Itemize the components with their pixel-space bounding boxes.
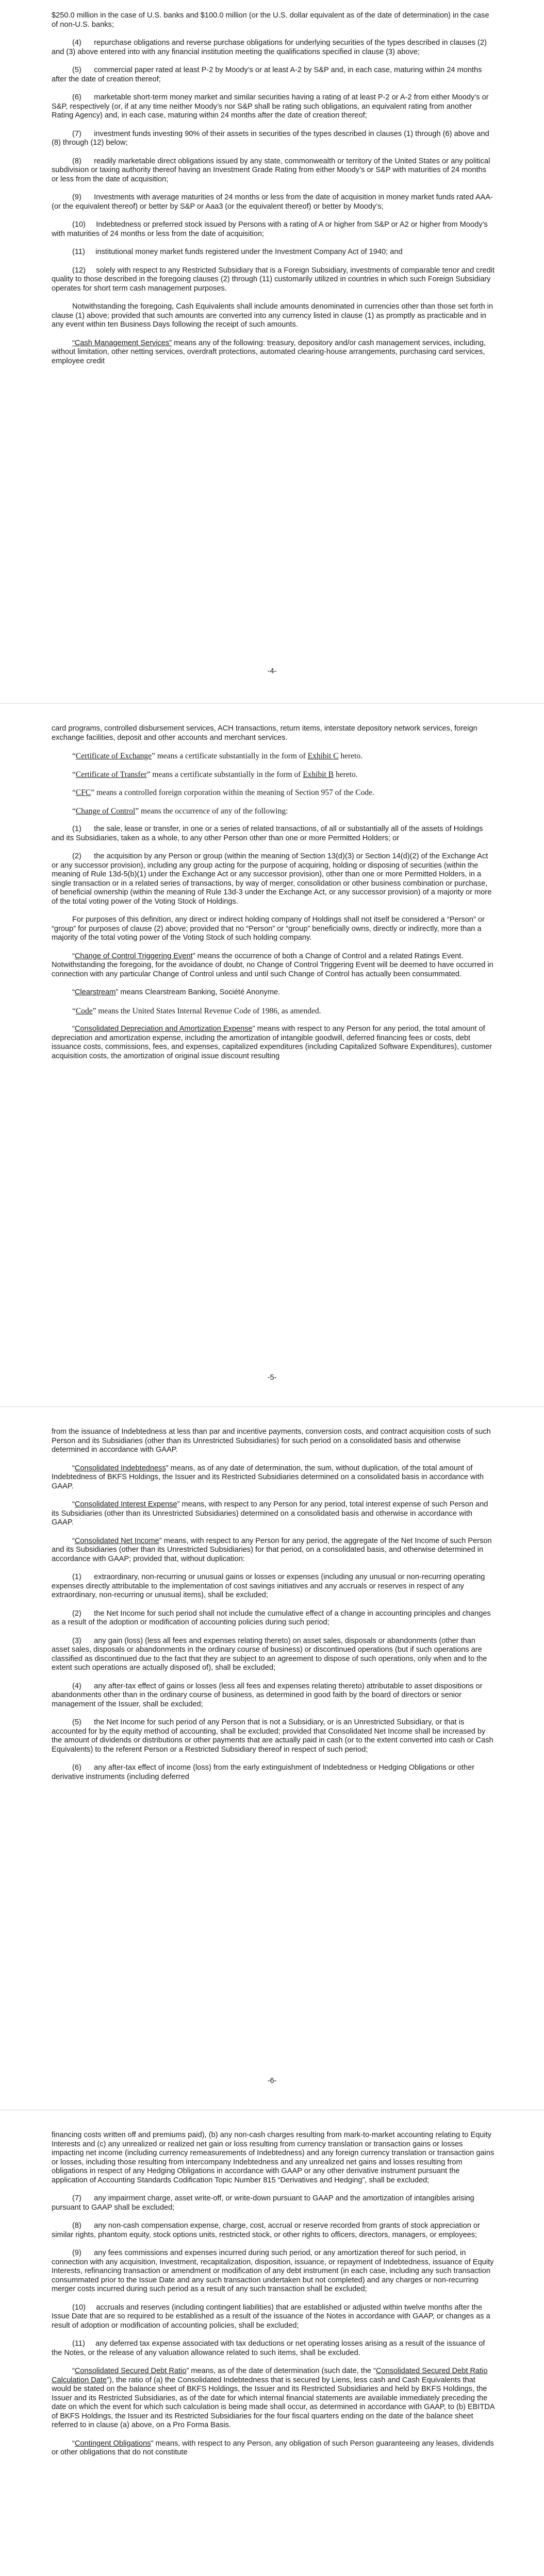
definition-paragraph — [52, 952, 495, 979]
quote-mark: “ — [72, 1500, 75, 1509]
definition-text: ” means, with respect to any Person for any period, the aggregate of the Net Income of such Person and its Subsidiaries (other than its Unrestricted Subsidiaries) for that period, on a consolidated basis, and otherwise determined in accordance with GAAP; provided that, without duplication: — [52, 1536, 492, 1563]
page-5 — [0, 704, 544, 1406]
defined-term: Certificate of Transfer — [75, 770, 147, 779]
definition-paragraph — [52, 752, 495, 761]
clause-5: (5) the Net Income for such period of any Person that is not a Subsidiary, or is an Unrestricted Subsidiary, or that is accounted for by the equity method of accounting, shall be excluded; provided that Consolidated Net Income shall be increased by the amount of dividends or distributions or other payments that are actually paid in cash (or to the extent converted into cash or Cash Equivalents) to the referent Person or a Restricted Subsidiary thereof in respect of such period; — [52, 1718, 493, 1754]
quote-mark: “ — [72, 752, 76, 760]
definition-text: ” means the United States Internal Revenue Code of 1986, as amended. — [92, 1006, 321, 1015]
quote-mark: “ — [72, 770, 76, 779]
clause-8: (8) any non-cash compensation expense, charge, cost, accrual or reserve recorded from grants of stock appreciation or similar rights, phantom equity, stock options units, restricted stock, or other rights to officers, directors, managers, or employees; — [52, 2222, 480, 2239]
defined-term: Change of Control Triggering Event — [74, 952, 193, 960]
definition-paragraph — [52, 807, 495, 816]
defined-term: Contingent Obligations — [74, 2439, 151, 2448]
exhibit-reference: Exhibit C — [307, 752, 339, 760]
quote-mark: “ — [72, 1025, 75, 1033]
clause-11: (11) any deferred tax expense associated with tax deductions or net operating losses arising as a result of the issuance of the Notes, or the release of any valuation allowance related to such items, shall be excluded. — [52, 2340, 485, 2357]
definition-text: ” means a certificate substantially in the form of — [152, 752, 308, 760]
defined-term: Consolidated Indebtedness — [74, 1464, 166, 1472]
clause-8: (8) readily marketable direct obligations issued by any state, commonwealth or territory of the United States or any political subdivision or taxing authority thereof having an Investment Grade Rating from either Moody’s or S&P with maturities of 24 months or less from the date of acquisition; — [52, 157, 490, 183]
quote-mark: “ — [72, 1536, 75, 1545]
clause-10: (10) Indebtedness or preferred stock issued by Persons with a rating of A or higher from S&P or A2 or higher from Moody’s with maturities of 24 months or less from the date of acquisition; — [52, 221, 488, 238]
clause-6: (6) any after-tax effect of income (loss) from the early extinguishment of Indebtedness or Hedging Obligations or other derivative instruments (including deferred — [52, 1764, 475, 1781]
clause-10: (10) accruals and reserves (including contingent liabilities) that are established or adjusted within twelve months after the Issue Date that are so required to be established as a result of the issuance of the Notes in accordance with GAAP, or changes as a result of adoption or modification of accounting policies, shall be excluded; — [52, 2303, 490, 2330]
clause-9: (9) Investments with average maturities of 24 months or less from the date of acquisition in money market funds rated AAA- (or the equivalent thereof) or better by S&P or Aaa3 (or the equivalent thereof) or better by Moody’s; — [52, 193, 493, 211]
clause-1: (1) extraordinary, non-recurring or unusual gains or losses or expenses (including any unusual or non-recurring operating expenses directly attributable to the implementation of cost savings initiatives and any accruals or reserves in respect of any extraordinary, non-recurring or unusual items), shall be excluded; — [52, 1573, 485, 1599]
defined-term: Change of Control — [75, 806, 136, 816]
clause-1: (1) the sale, lease or transfer, in one or a series of related transactions, of all or substantially all of the assets of Holdings and its Subsidiaries, taken as a whole, to any other Person other than one or more Permitted Holders; or — [52, 825, 483, 842]
defined-term: Code — [75, 1006, 93, 1015]
paragraph: financing costs written off and premiums paid), (b) any non-cash charges resulting from mark-to-market accounting relating to Equity Interests and (c) any unrealized or realized net gain or loss resulting from currency translation or transaction gains or losses impacting net income (including currency remeasurements of Indebtedness) and any foreign currency translation or transaction gains or losses, including those resulting from intercompany Indebtedness and any unrealized net gains and losses resulting from obligations in respect of any Hedging Obligations in accordance with GAAP or any other derivative instrument pursuant the application of Accounting Standards Codification Topic Number 815 “Derivatives and Hedging”, shall be excluded; — [52, 2131, 494, 2184]
defined-term: Certificate of Exchange — [75, 752, 152, 760]
defined-term: Consolidated Depreciation and Amortization Expense — [74, 1025, 253, 1033]
quote-mark: “ — [72, 2439, 75, 2448]
definition-paragraph — [52, 1464, 495, 1492]
clause-6: (6) marketable short-term money market and similar securities having a rating of at least P-2 or A-2 from either Moody’s or S&P, respectively (or, if at any time neither Moody’s nor S&P shall be rating such obligations, an equivalent rating from another Rating Agency) and, in each case, maturing within 24 months after the date of creation thereof; — [52, 93, 489, 120]
page-4 — [0, 0, 544, 703]
defined-term: Consolidated Secured Debt Ratio Calculation Date — [52, 2367, 488, 2384]
quote-mark: “ — [72, 806, 76, 816]
clause-3: (3) any gain (loss) (less all fees and expenses relating thereto) on asset sales, disposals or abandonments (other than asset sales, disposals or abandonments in the ordinary course of business) or discontinued operations (but if such operations are classified as discontinued due to the fact that they are subject to an agreement to dispose of such operations, only when and to the extent such operations are actually disposed of), shall be excluded; — [52, 1636, 487, 1672]
definition-paragraph — [52, 770, 495, 779]
definition-text: ”), the ratio of (a) the Consolidated Indebtedness that is secured by Liens, less cash and Cash Equivalents that would be stated on the balance sheet of BKFS Holdings, the Issuer and its Restricted Subsidiaries and held by BKFS Holdings, the Issuer and its Restricted Subsidiaries, as of the date for which internal financial statements are available immediately preceding the date on which the event for which such calculation is being made shall occur, as determined in accordance with GAAP, to (b) EBITDA of BKFS Holdings, the Issuer and its Restricted Subsidiaries for the four fiscal quarters ending on the date of the balance sheet referred to in clause (a) above, on a Pro Forma Basis. — [52, 2376, 494, 2429]
definition-text: ” means a controlled foreign corporation within the meaning of Section 957 of the Code. — [91, 788, 374, 797]
clause-7: (7) investment funds investing 90% of their assets in securities of the types described in clauses (1) through (6) above and (8) through (12) below; — [52, 129, 489, 147]
paragraph: $250.0 million in the case of U.S. banks and $100.0 million (or the U.S. dollar equivalent as of the date of determination) in the case of non-U.S. banks; — [52, 11, 489, 29]
definition-paragraph — [52, 1537, 495, 1564]
clause-12: (12) solely with respect to any Restricted Subsidiary that is a Foreign Subsidiary, investments of comparable tenor and credit quality to those described in the foregoing clauses (2) through (11) customarily utilized in countries in which such Foreign Subsidiary operates for short term cash management purposes. — [52, 266, 494, 293]
clause-11: (11) institutional money market funds registered under the Investment Company Act of 1940; and — [72, 248, 403, 256]
paragraph: For purposes of this definition, any direct or indirect holding company of Holdings shall not itself be considered a “Person” or “group” for purposes of clause (2) above; provided that no “Person” or “group” beneficially owns, directly or indirectly, more than a majority of the total voting power of the Voting Stock of such holding company. — [52, 916, 485, 942]
quote-mark: “ — [72, 988, 75, 996]
definition-text: ” means the occurrence of both a Change of Control and a related Ratings Event. Notwithstanding the foregoing, for the avoidance of doubt, no Change of Control Triggering Event will be deemed to have occurred in connection with any particular Change of Control unless and until such Change of Control has actually been consummated. — [52, 952, 493, 978]
clause-7: (7) any impairment charge, asset write-off, or write-down pursuant to GAAP and the amortization of intangibles arising pursuant to GAAP shall be excluded; — [52, 2194, 474, 2212]
page-6 — [0, 1407, 544, 2110]
defined-term: CFC — [75, 788, 91, 797]
quote-mark: “ — [72, 1006, 76, 1015]
clause-4: (4) repurchase obligations and reverse purchase obligations for underlying securities of the types described in clauses (2) and (3) above entered into with any financial institution meeting the qualifications specified in clause (3) above; — [52, 39, 487, 56]
definition-text: hereto. — [334, 770, 358, 779]
defined-term: “Cash Management Services” — [72, 338, 172, 347]
page-body — [52, 1428, 495, 1782]
quote-mark: “ — [72, 1464, 75, 1472]
definition-text: ” means Clearstream Banking, Société Anonyme. — [116, 988, 281, 996]
defined-term: Consolidated Interest Expense — [74, 1500, 177, 1509]
definition-text: ” means, with respect to any Person, any obligation of such Person guaranteeing any leases, dividends or other obligations that do not constitute — [52, 2439, 494, 2456]
page-number: -4- — [267, 667, 277, 675]
definition-paragraph — [52, 2367, 495, 2430]
definition-paragraph — [52, 788, 495, 798]
definition-text: ” means with respect to any Person for any period, the total amount of depreciation and amortization expense, including the amortization of intangible goodwill, deferred financing fees or costs, debt issuance costs, commissions, fees, and expenses, capitalized expenditures (including Capitalized Software Expenditures), customer acquisition costs, the amortization of original issue discount resulting — [52, 1025, 492, 1060]
definition-paragraph — [52, 1007, 495, 1016]
page-body — [52, 724, 495, 1061]
definition-text: hereto. — [338, 752, 362, 760]
definition-paragraph — [52, 339, 495, 366]
defined-term: Consolidated Net Income — [74, 1536, 159, 1545]
page-7 — [0, 2110, 544, 2576]
definition-text: ” means, with respect to any Person for any period, total interest expense of such Person and its Subsidiaries (other than its Unrestricted Subsidiaries) determined on a consolidated basis and otherwise in accordance with GAAP. — [52, 1500, 488, 1527]
page-body — [52, 11, 495, 366]
definition-text: ” means, as of any date of determination, the sum, without duplication, of the total amount of Indebtedness of BKFS Holdings, the Issuer and its Restricted Subsidiaries determined on a consolidated basis in accordance with GAAP. — [52, 1464, 484, 1490]
clause-9: (9) any fees commissions and expenses incurred during such period, or any amortization thereof for such period, in connection with any acquisition, Investment, recapitalization, disposition, issuance, or repayment of Indebtedness, issuance of Equity Interests, refinancing transaction or amendment or modification of any debt instrument (in each case, including any such transaction consummated prior to the Issue Date and any such transaction undertaken but not completed) and any charges or non-recurring merger costs incurred during such period as a result of any such transaction shall be excluded; — [52, 2249, 494, 2293]
paragraph: Notwithstanding the foregoing, Cash Equivalents shall include amounts denominated in currencies other than those set forth in clause (1) above; provided that such amounts are converted into any currency listed in clause (1) as promptly as practicable and in any event within ten Business Days following the receipt of such amounts. — [52, 302, 493, 329]
defined-term: Clearstream — [74, 988, 116, 996]
definition-text: ” means, as of the date of determination (such date, the “ — [186, 2367, 376, 2375]
definition-paragraph — [52, 1500, 495, 1528]
page-body — [52, 2131, 495, 2458]
page-number: -5- — [267, 1374, 277, 1382]
definition-paragraph — [52, 2439, 495, 2458]
defined-term: Consolidated Secured Debt Ratio — [74, 2367, 187, 2375]
quote-mark: “ — [72, 952, 75, 960]
paragraph: from the issuance of Indebtedness at less than par and incentive payments, conversion costs, and contract acquisition costs of such Person and its Subsidiaries (other than its Unrestricted Subsidiaries) for such period on a consolidated basis and otherwise determined in accordance with GAAP. — [52, 1428, 491, 1454]
definition-text: means any of the following: treasury, depository and/or cash management services, including, without limitation, other netting services, overdraft protections, automated clearing-house arrangements, purchasing card services, employee credit — [52, 338, 486, 365]
quote-mark: “ — [72, 788, 76, 797]
definition-paragraph — [52, 1025, 495, 1061]
clause-2: (2) the Net Income for such period shall not include the cumulative effect of a change in accounting principles and changes as a result of the adoption or modification of accounting policies during such period; — [52, 1609, 491, 1626]
clause-5: (5) commercial paper rated at least P-2 by Moody’s or at least A-2 by S&P and, in each case, maturing within 24 months after the date of creation thereof; — [52, 66, 482, 83]
paragraph: card programs, controlled disbursement services, ACH transactions, return items, interstate depository network services, foreign exchange facilities, deposit and other accounts and merchant services. — [52, 724, 477, 742]
exhibit-reference: Exhibit B — [303, 770, 334, 779]
definition-text: ” means the occurrence of any of the following: — [135, 806, 288, 816]
quote-mark: “ — [72, 2367, 75, 2375]
clause-4: (4) any after-tax effect of gains or losses (less all fees and expenses relating thereto) attributable to asset dispositions or abandonments other than in the ordinary course of business, as determined in good faith by the board of directors or senior management of the Issuer, shall be excluded; — [52, 1682, 483, 1708]
page-number: -6- — [267, 2077, 277, 2085]
clause-2: (2) the acquisition by any Person or group (within the meaning of Section 13(d)(3) or Section 14(d)(2) of the Exchange Act or any successor provision), including any group acting for the purpose of acquiring, holding or disposing of securities (within the meaning of Rule 13d-5(b)(1) under the Exchange Act or any successor provision), other than one or more Permitted Holders, in a single transaction or in a related series of transactions, by way of merger, consolidation or other business combination or purchase, of beneficial ownership (within the meaning of Rule 13d-3 under the Exchange Act, or any successor provision) of a majority or more of the total voting power of the Voting Stock of Holdings. — [52, 852, 492, 906]
definition-paragraph — [52, 988, 495, 997]
definition-text: ” means a certificate substantially in the form of — [146, 770, 303, 779]
